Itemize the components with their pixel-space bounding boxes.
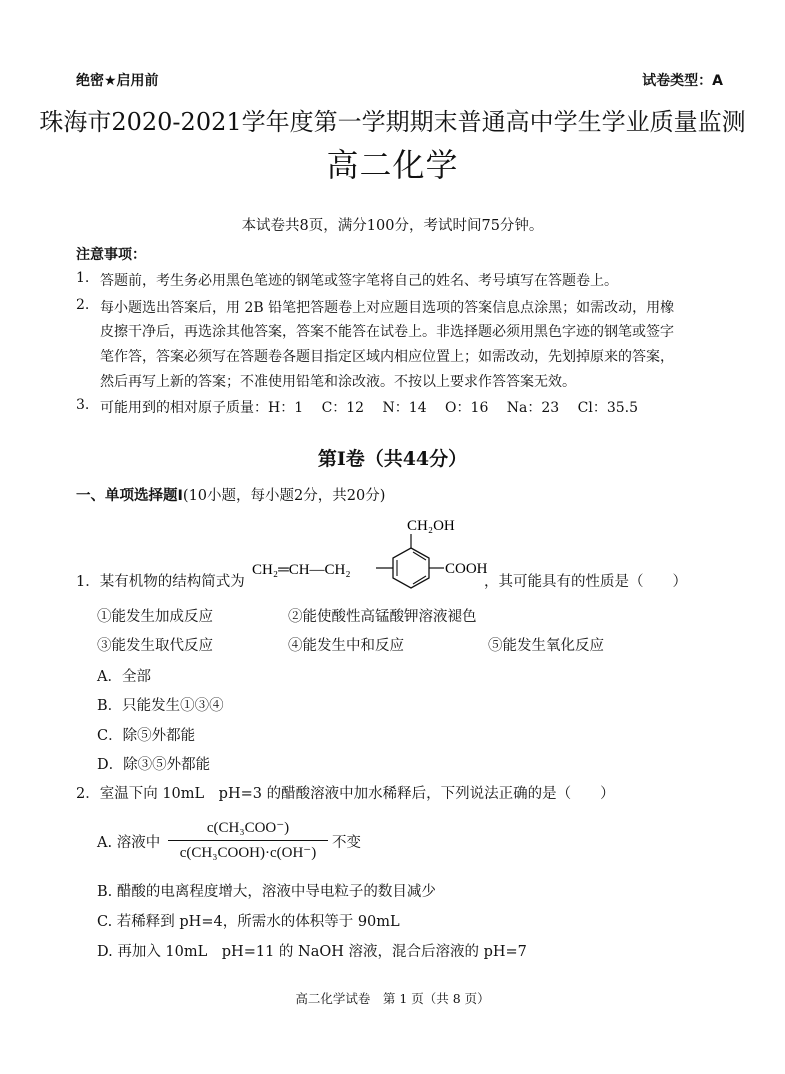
q1-stem-suffix: ，其可能具有的性质是（ ） — [484, 574, 687, 590]
notice-heading: 注意事项： — [76, 247, 146, 263]
notice-item-2-line-3: 笔作答，答案必须写在答题卷各题目指定区域内相应位置上；如需改动，先划掉原来的答案， — [100, 349, 674, 365]
confidential-label: 绝密★启用前 — [76, 73, 159, 89]
fraction-bar — [168, 840, 328, 841]
notice-item-2-num: 2. — [76, 297, 90, 313]
q1-option-b: B．只能发生①③④ — [97, 698, 224, 714]
exam-title: 珠海市2020-2021学年度第一学期期末普通高中学生学业质量监测 — [39, 108, 746, 136]
q2-option-a-suffix: 不变 — [332, 835, 361, 851]
q1-structure-top-group: CH₂OH — [407, 518, 455, 534]
q1-property-3: ③能发生取代反应 — [97, 638, 213, 654]
q2-option-b: B. 醋酸的电离程度增大，溶液中导电粒子的数目减少 — [97, 884, 436, 900]
part-heading — [76, 484, 385, 505]
part-desc: (10小题，每小题2分，共20分) — [182, 488, 386, 504]
subject-title: 高二化学 — [326, 146, 459, 184]
paper-type-label: 试卷类型：A — [642, 73, 723, 89]
q1-property-5: ⑤能发生氧化反应 — [488, 638, 604, 654]
notice-item-1-num: 1. — [76, 270, 90, 286]
notice-item-1-text: 答题前，考生务必用黑色笔迹的钢笔或签字笔将自己的姓名、考号填写在答题卷上。 — [100, 273, 618, 289]
notice-item-3-num: 3. — [76, 397, 90, 413]
q1-structure-chain: CH₂═CH—CH₂ — [252, 562, 351, 578]
q2-option-a-numerator: c(CH₃COO⁻) — [206, 820, 290, 836]
notice-item-2-line-2: 皮擦干净后，再选涂其他答案，答案不能答在试卷上。非选择题必须用黑色字迹的钢笔或签字 — [100, 324, 674, 340]
notice-item-2-line-1: 每小题选出答案后，用 2B 铅笔把答题卷上对应题目选项的答案信息点涂黑；如需改动，用橡 — [100, 300, 675, 316]
q2-option-c: C. 若稀释到 pH=4，所需水的体积等于 90mL — [97, 914, 400, 930]
q1-structure-right-group: COOH — [445, 561, 488, 577]
q2-option-d: D. 再加入 10mL pH=11 的 NaOH 溶液，混合后溶液的 pH=7 — [97, 944, 527, 960]
notice-item-3-text: 可能用到的相对原子质量：H：1 C：12 N：14 O：16 Na：23 Cl：35.5 — [100, 400, 639, 416]
notice-item-2-line-4: 然后再写上新的答案；不准使用铅笔和涂改液。不按以上要求作答答案无效。 — [100, 374, 576, 390]
q1-option-a: A．全部 — [97, 669, 151, 685]
q2-option-a-prefix: A. 溶液中 — [97, 835, 161, 851]
page-footer: 高二化学试卷 第 1 页（共 8 页） — [295, 991, 490, 1006]
q1-option-d: D．除③⑤外都能 — [97, 757, 211, 773]
q1-structure-formula — [248, 510, 496, 592]
q2-stem: 2．室温下向 10mL pH=3 的醋酸溶液中加水稀释后，下列说法正确的是（ ） — [76, 786, 615, 802]
benzene-ring — [393, 548, 429, 588]
q1-property-2: ②能使酸性高锰酸钾溶液褪色 — [288, 609, 477, 625]
q2-option-a-denominator: c(CH₃COOH)·c(OH⁻) — [179, 845, 317, 861]
q1-property-4: ④能发生中和反应 — [288, 638, 404, 654]
section-title: 第Ⅰ卷（共44分） — [317, 448, 468, 470]
q1-stem-prefix: 1．某有机物的结构简式为 — [76, 574, 245, 590]
part-title: 一、单项选择题Ⅰ — [76, 488, 183, 504]
q1-option-c: C．除⑤外都能 — [97, 728, 196, 744]
exam-info: 本试卷共8页，满分100分，考试时间75分钟。 — [241, 218, 544, 234]
q1-property-1: ①能发生加成反应 — [97, 609, 213, 625]
